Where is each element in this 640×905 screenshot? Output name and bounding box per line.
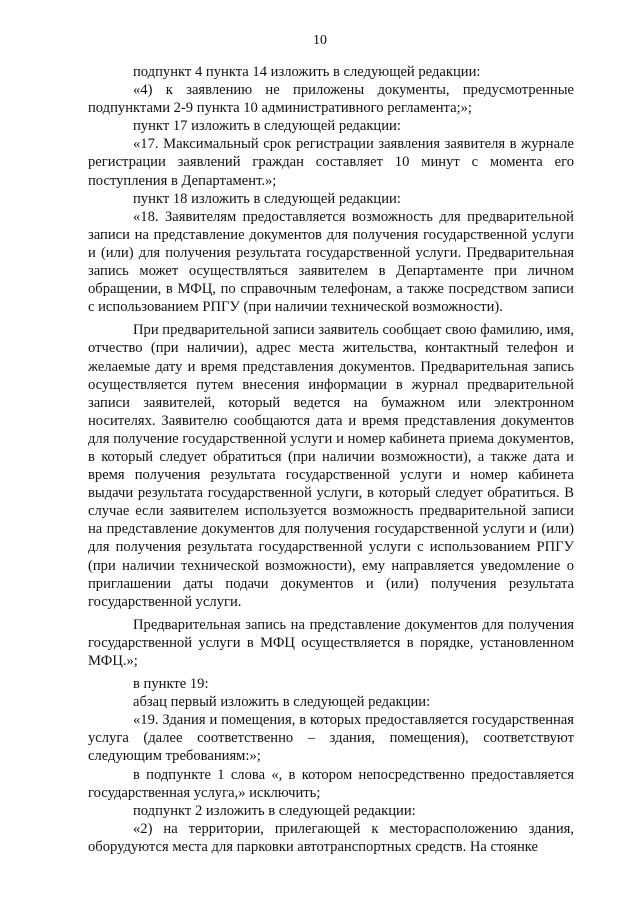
page-number: 10: [313, 33, 327, 48]
paragraph: «4) к заявлению не приложены документы, предусмотренные подпунктами 2-9 пункта 10 административного регламента;»;: [88, 82, 574, 117]
paragraph: «17. Максимальный срок регистрации заявления заявителя в журнале регистрации заявлений граждан составляет 10 минут с момента его поступления в Департамент.»;: [88, 136, 574, 189]
paragraph: пункт 17 изложить в следующей редакции:: [133, 118, 401, 135]
paragraph: «18. Заявителям предоставляется возможность для предварительной записи на представление документов для получения государственной услуги и (или) для получения результата государственной услуги. Предварительная запись может осуществляться заявителем в Департаменте при личном обращении, в МФЦ, по справочным телефонам, а также посредством записи с использованием РПГУ (при наличии технической возможности).: [88, 208, 574, 316]
paragraph: подпункт 4 пункта 14 изложить в следующей редакции:: [133, 64, 481, 80]
document-body: [88, 63, 574, 856]
paragraph: При предварительной записи заявитель сообщает свою фамилию, имя, отчество (при наличии), адрес места жительства, контактный телефон и желаемые дату и время представления документов. Предварительная запись осуществляется путем внесения информации в журнал предварительной записи заявителей, который ведется на бумажном или электронном носителях. Заявителю сообщаются дата и время представления документов для получение государственной услуги и номер кабинета приема документов, в который следует обратиться (при наличии возможности), а также дата и время получения результата государственной услуги и номер кабинета выдачи результата государственной услуги, в который следует обратиться. В случае если заявителем используется возможность предварительной записи на представление документов для получения государственной услуги и (или) для получения результата государственной услуги с использованием РПГУ (при наличии технической возможности), ему направляется уведомление о приглашении даты подачи документов и (или) получения результата государственной услуги.: [88, 322, 574, 610]
paragraph: в пункте 19:: [133, 676, 209, 693]
paragraph: абзац первый изложить в следующей редакции:: [133, 694, 431, 711]
paragraph: Предварительная запись на представление документов для получения государственной услуги в МФЦ осуществляется в порядке, установленном МФЦ.»;: [88, 616, 574, 669]
paragraph: подпункт 2 изложить в следующей редакции:: [133, 802, 416, 819]
paragraph: «19. Здания и помещения, в которых предоставляется государственная услуга (далее соответственно – здания, помещения), соответствуют следующим требованиям:»;: [88, 712, 574, 765]
paragraph: пункт 18 изложить в следующей редакции:: [133, 190, 401, 207]
paragraph: «2) на территории, прилегающей к месторасположению здания, оборудуются места для парковки автотранспортных средств. На стоянке: [88, 820, 574, 855]
paragraph: в подпункте 1 слова «, в котором непосредственно предоставляется государственная услуга,» исключить;: [88, 766, 574, 801]
